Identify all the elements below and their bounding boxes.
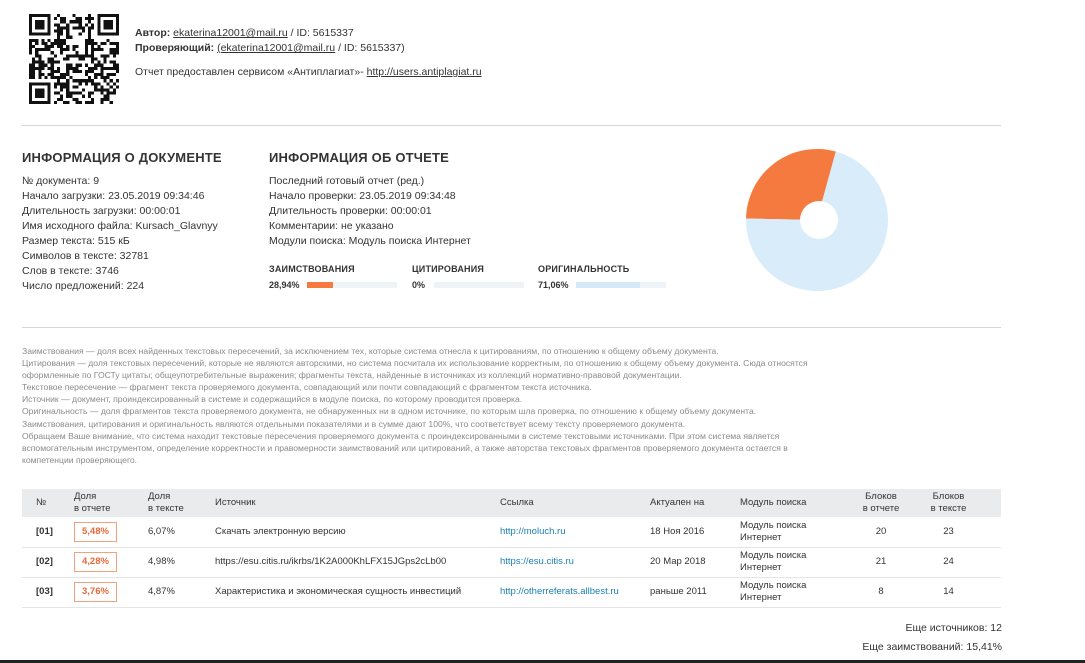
table-header-row	[22, 489, 1001, 517]
col-link: Ссылка	[496, 489, 646, 517]
info-line: оформленные по ГОСТу цитаты; общеупотребительные выражения; фрагменты текста, найденные в источниках из коллекций нормативно-правовой документации.	[22, 370, 682, 381]
blocks-text-cell: 24	[916, 547, 981, 577]
share-text-cell: 4,87%	[144, 577, 211, 607]
report-info-list	[269, 174, 471, 249]
more-sources: Еще источников: 12	[905, 622, 1002, 634]
info-line: Число предложений: 224	[22, 280, 145, 292]
sources-table	[22, 489, 1001, 608]
meter-fill	[576, 282, 640, 288]
service-link[interactable]: http://users.antiplagiat.ru	[366, 66, 482, 78]
author-id: / ID: 5615337	[287, 27, 354, 39]
table-row[interactable]	[22, 517, 1001, 547]
divider-middle	[22, 327, 1001, 328]
actual-cell: 20 Мар 2018	[646, 547, 736, 577]
checker-id: / ID: 5615337)	[335, 42, 405, 54]
info-line: Источник — документ, проиндексированный в системе и содержащийся в модуле поиска, по которому проводится проверка.	[22, 394, 523, 405]
info-line: Обращаем Ваше внимание, что система находит текстовые пересечения проверяемого документа с проиндексированными в системе текстовыми источниками. При этом система является	[22, 430, 780, 441]
meter-label: ЦИТИРОВАНИЯ	[412, 264, 485, 274]
col-blocks-text: Блоков в тексте	[916, 489, 981, 517]
blocks-text-cell: 14	[916, 577, 981, 607]
info-line: Длительность загрузки: 00:00:01	[22, 205, 181, 217]
info-line: Модули поиска: Модуль поиска Интернет	[269, 235, 471, 247]
col-module: Модуль поиска	[736, 489, 846, 517]
share-text-cell: 4,98%	[144, 547, 211, 577]
info-line: Начало проверки: 23.05.2019 09:34:48	[269, 190, 456, 202]
blocks-text-cell: 23	[916, 517, 981, 547]
actual-cell: раньше 2011	[646, 577, 736, 607]
report-header	[135, 26, 482, 80]
share-report-cell	[70, 517, 144, 547]
author-email-link[interactable]: ekaterina12001@mail.ru	[173, 27, 288, 39]
info-line: Последний готовый отчет (ред.)	[269, 175, 425, 187]
definitions-text	[22, 345, 982, 466]
share-report-badge: 4,28%	[74, 552, 117, 572]
info-line: Размер текста: 515 кБ	[22, 235, 130, 247]
table-row[interactable]	[22, 577, 1001, 607]
row-num: [03]	[22, 577, 70, 607]
share-text-cell: 6,07%	[144, 517, 211, 547]
meter-label: ЗАИМСТВОВАНИЯ	[269, 264, 355, 274]
checker-email-link[interactable]: (ekaterina12001@mail.ru	[217, 42, 336, 54]
share-report-badge: 3,76%	[74, 582, 117, 602]
blocks-report-cell: 8	[846, 577, 916, 607]
share-report-cell	[70, 577, 144, 607]
info-line: Текстовое пересечение — фрагмент текста проверяемого документа, совпадающий или почти совпадающий с фрагментом текста источника.	[22, 382, 592, 393]
module-cell: Модуль поиска Интернет	[736, 547, 846, 577]
meter-value: 0%	[412, 280, 426, 290]
module-cell: Модуль поиска Интернет	[736, 577, 846, 607]
row-num: [01]	[22, 517, 70, 547]
col-actual: Актуален на	[646, 489, 736, 517]
table-row[interactable]	[22, 547, 1001, 577]
blocks-report-cell: 20	[846, 517, 916, 547]
info-line: № документа: 9	[22, 175, 100, 187]
info-line: Символов в тексте: 32781	[22, 250, 149, 262]
service-text: Отчет предоставлен сервисом «Антиплагиат»-	[135, 66, 367, 78]
divider-top	[22, 125, 1001, 126]
link-cell	[496, 517, 646, 547]
checker-label: Проверяющий:	[135, 42, 215, 54]
meter-citations	[412, 264, 524, 290]
qr-code-image	[28, 14, 120, 104]
info-line: вспомогательным инструментом, определение корректности и правомерности заимствований или цитирований, а также авторства текстовых фрагментов проверяемого документа остается в	[22, 442, 788, 453]
info-line: Заимствования, цитирования и оригинальность являются отдельными показателями и в сумме дают 100%, что соответствует всему тексту проверяемого документа.	[22, 418, 686, 429]
meter-value: 28,94%	[269, 280, 300, 290]
meter-label: ОРИГИНАЛЬНОСТЬ	[538, 264, 630, 274]
meter-borrowings	[269, 264, 397, 290]
report-info-title: ИНФОРМАЦИЯ ОБ ОТЧЕТЕ	[269, 150, 449, 165]
col-source: Источник	[211, 489, 496, 517]
summary	[862, 619, 1002, 657]
info-line: компетенции проверяющего.	[22, 454, 138, 465]
actual-cell: 18 Ноя 2016	[646, 517, 736, 547]
col-share-report: Доля в отчете	[70, 489, 144, 517]
info-line: Имя исходного файла: Kursach_Glavnyy	[22, 220, 218, 232]
source-cell: Скачать электронную версию	[211, 517, 496, 547]
share-report-badge: 5,48%	[74, 522, 117, 542]
meter-value: 71,06%	[538, 280, 569, 290]
originality-pie-chart	[745, 148, 889, 292]
module-cell: Модуль поиска Интернет	[736, 517, 846, 547]
more-borrowings: Еще заимствований: 15,41%	[862, 641, 1002, 653]
source-link[interactable]: http://moluch.ru	[500, 525, 566, 537]
col-share-text: Доля в тексте	[144, 489, 211, 517]
info-line: Цитирования — доля текстовых пересечений, которые не являются авторскими, но система посчитала их использование корректным, по отношению к общему объему документа. Сюда относятся	[22, 358, 808, 369]
info-line: Слов в тексте: 3746	[22, 265, 119, 277]
col-blocks-report: Блоков в отчете	[846, 489, 916, 517]
row-num: [02]	[22, 547, 70, 577]
author-line	[135, 26, 482, 41]
doc-info-title: ИНФОРМАЦИЯ О ДОКУМЕНТЕ	[22, 150, 222, 165]
checker-line	[135, 41, 482, 56]
meter-fill	[307, 282, 333, 288]
service-line	[135, 65, 482, 80]
author-label: Автор:	[135, 27, 171, 39]
source-cell: https://esu.citis.ru/ikrbs/1K2A000KhLFX15JGps2cLb00	[211, 547, 496, 577]
meter-originality	[538, 264, 666, 290]
info-line: Оригинальность — доля фрагментов текста проверяемого документа, не обнаруженных ни в одном источнике, по которым шла проверка, по отношению к общему объему документа.	[22, 406, 757, 417]
source-link[interactable]: https://esu.citis.ru	[500, 556, 574, 567]
pie-center-hole	[800, 201, 838, 239]
link-cell	[496, 547, 646, 577]
col-num: №	[22, 489, 70, 517]
blocks-report-cell: 21	[846, 547, 916, 577]
source-link[interactable]: http://otherreferats.allbest.ru	[500, 586, 619, 597]
info-line: Начало загрузки: 23.05.2019 09:34:46	[22, 190, 205, 202]
doc-info-list	[22, 174, 218, 294]
info-line: Комментарии: не указано	[269, 220, 394, 232]
meter-track	[576, 282, 666, 288]
meter-track	[307, 282, 397, 288]
link-cell	[496, 577, 646, 607]
meter-track	[434, 282, 524, 288]
share-report-cell	[70, 547, 144, 577]
source-cell: Характеристика и экономическая сущность инвестиций	[211, 577, 496, 607]
info-line: Длительность проверки: 00:00:01	[269, 205, 432, 217]
info-line: Заимствования — доля всех найденных текстовых пересечений, за исключением тех, которые система отнесла к цитированиям, по отношению к общему объему документа.	[22, 346, 719, 356]
